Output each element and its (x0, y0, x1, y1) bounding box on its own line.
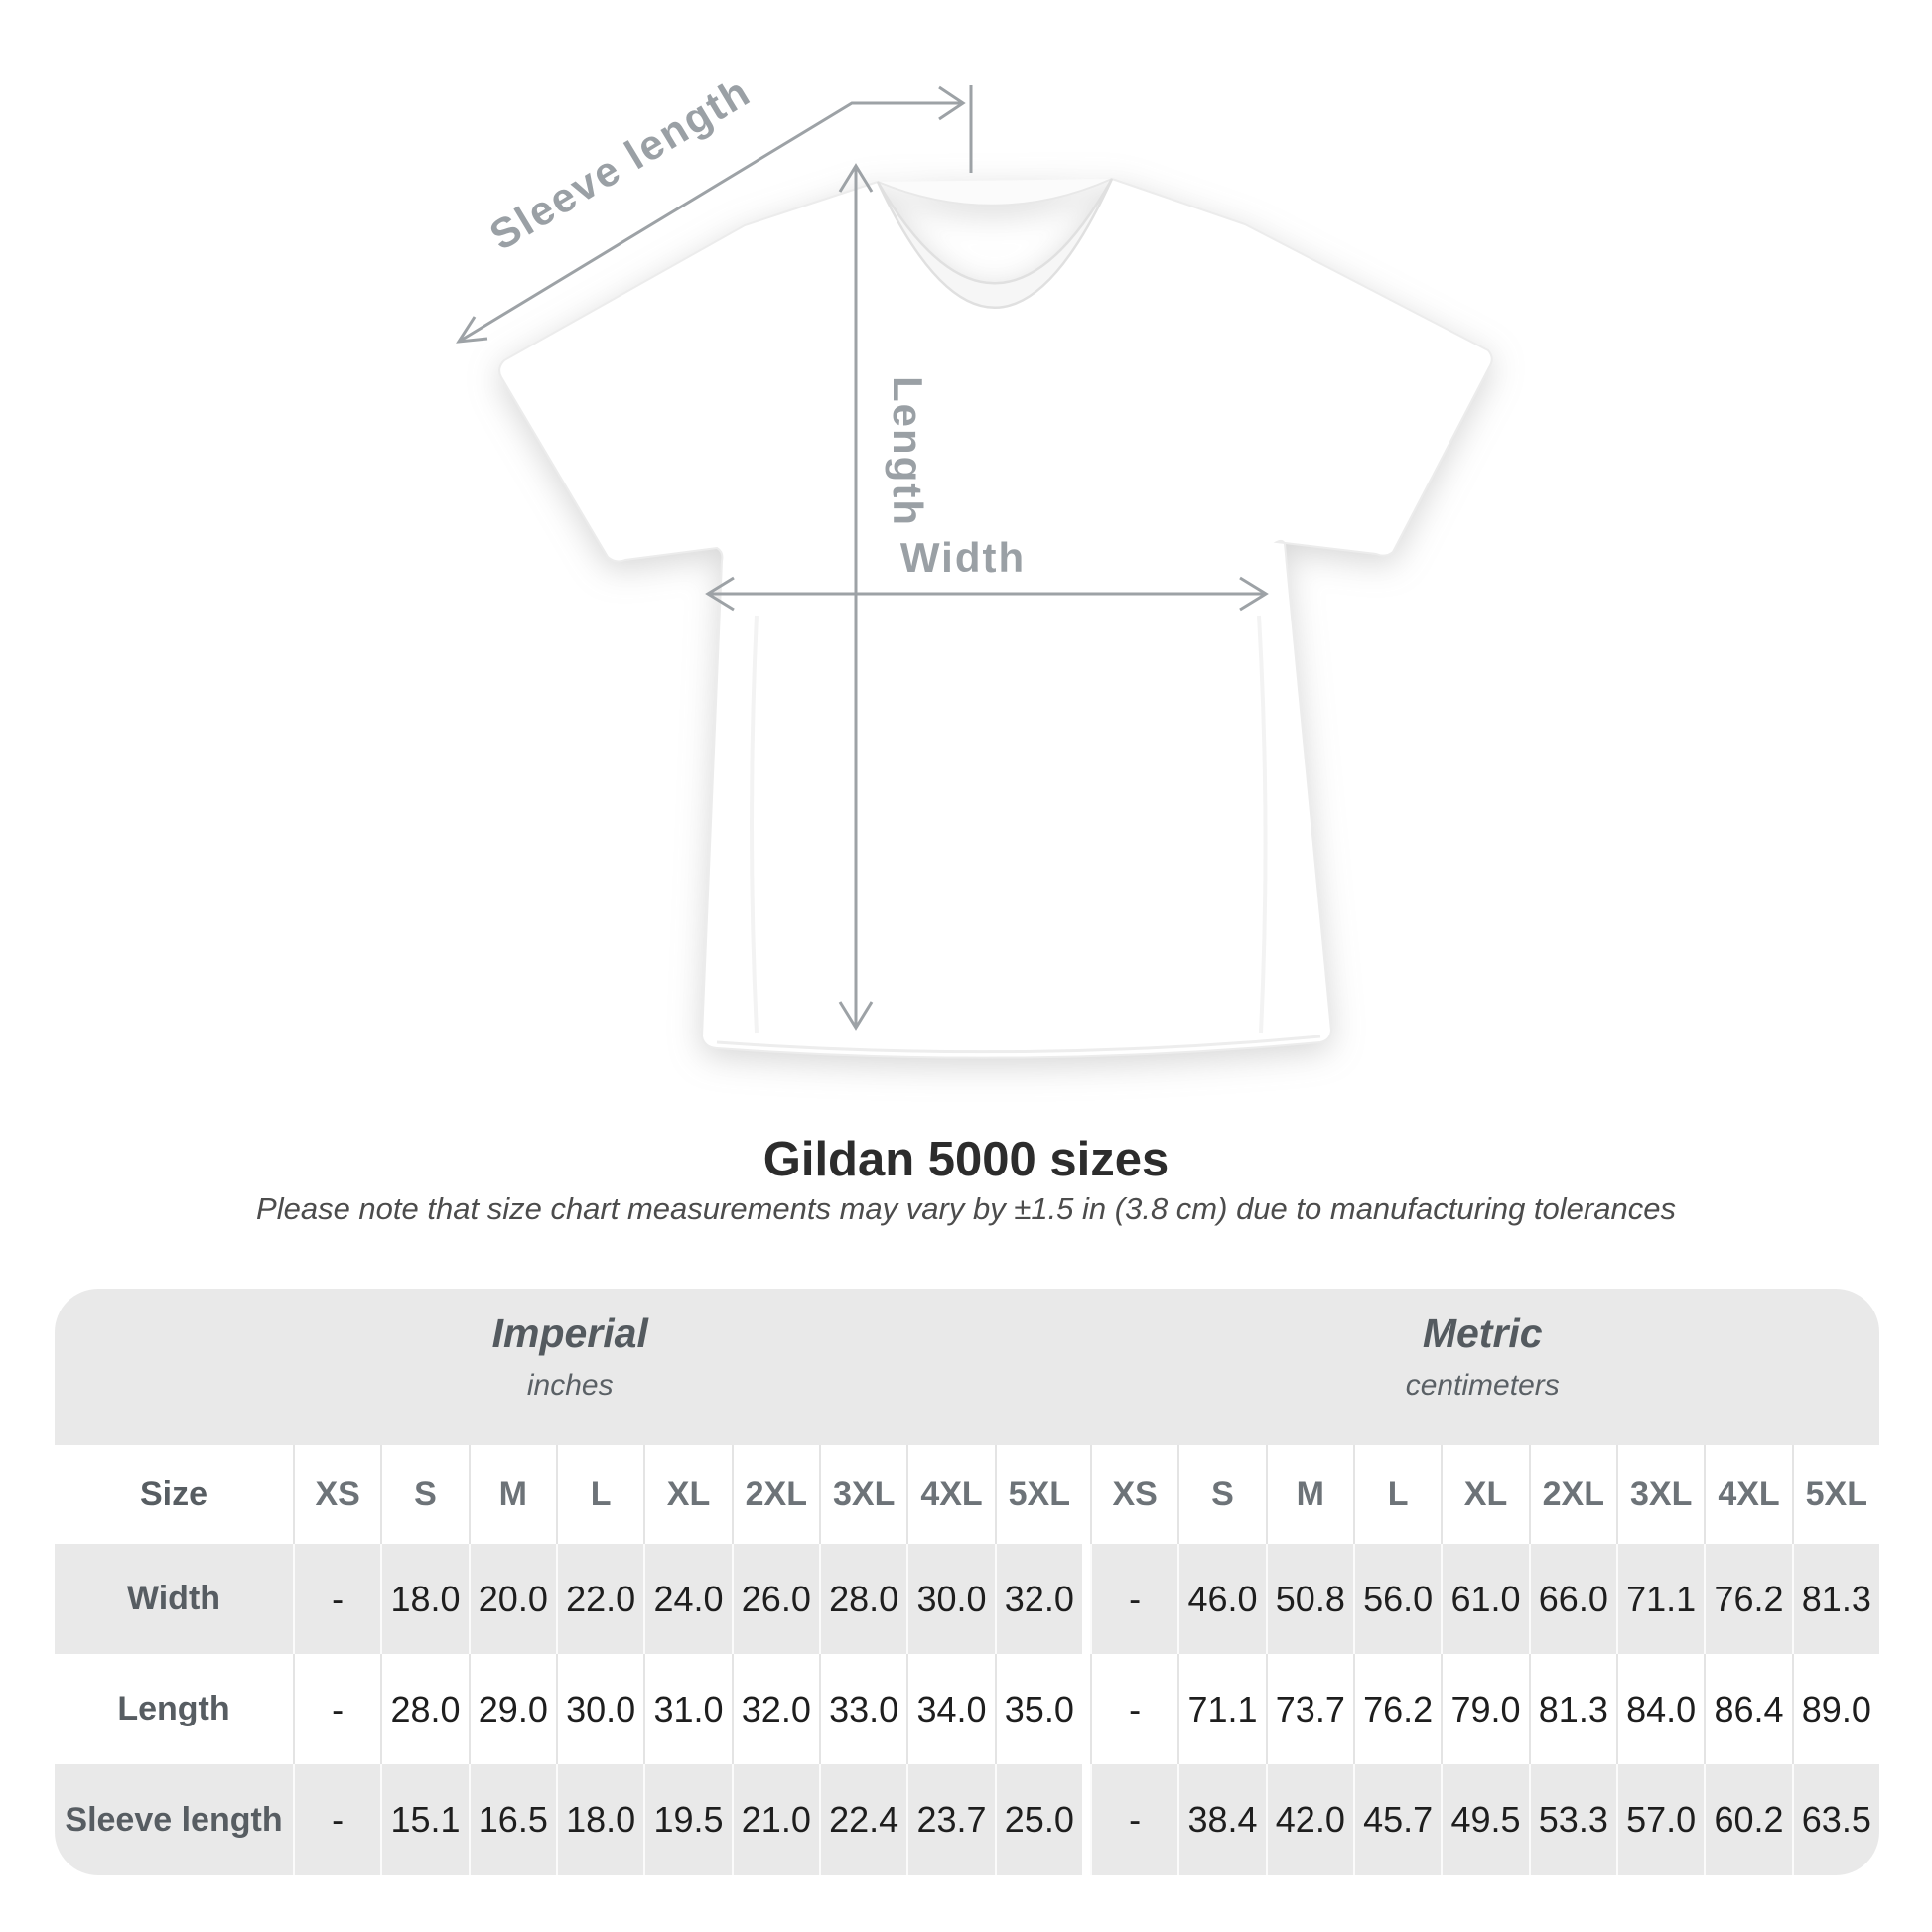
width-metric-s: 46.0 (1177, 1544, 1265, 1654)
tolerance-note: Please note that size chart measurements may vary by ±1.5 in (3.8 cm) due to manufacturing tolerances (256, 1191, 1676, 1226)
size-header-metric-xl: XL (1441, 1445, 1528, 1544)
length-metric-m: 73.7 (1266, 1654, 1353, 1764)
sleeve-metric-xl: 49.5 (1441, 1764, 1528, 1875)
size-header-imperial-5xl: 5XL (995, 1445, 1082, 1544)
length-imperial-2xl: 32.0 (732, 1654, 819, 1764)
sleeve-metric-2xl: 53.3 (1529, 1764, 1616, 1875)
width-metric-5xl: 81.3 (1792, 1544, 1879, 1654)
size-header-imperial-s: S (380, 1445, 468, 1544)
length-metric-2xl: 81.3 (1529, 1654, 1616, 1764)
width-metric-4xl: 76.2 (1704, 1544, 1791, 1654)
size-header-metric-5xl: 5XL (1792, 1445, 1879, 1544)
length-imperial-4xl: 34.0 (906, 1654, 994, 1764)
sleeve-imperial-5xl: 25.0 (995, 1764, 1082, 1875)
unit-group-band (55, 1289, 1879, 1445)
length-imperial-xs: - (293, 1654, 380, 1764)
size-header-metric-m: M (1266, 1445, 1353, 1544)
size-header-imperial-3xl: 3XL (819, 1445, 906, 1544)
sleeve-imperial-4xl: 23.7 (906, 1764, 994, 1875)
sleeve-length-label: Sleeve length (482, 68, 759, 260)
group-gap (1082, 1544, 1090, 1654)
size-header-imperial-xs: XS (293, 1445, 380, 1544)
length-metric-4xl: 86.4 (1704, 1654, 1791, 1764)
size-header-metric-3xl: 3XL (1616, 1445, 1704, 1544)
length-imperial-s: 28.0 (380, 1654, 468, 1764)
sleeve-imperial-l: 18.0 (556, 1764, 643, 1875)
tshirt-image (499, 179, 1492, 1058)
sleeve-imperial-3xl: 22.4 (819, 1764, 906, 1875)
group-gap (1082, 1654, 1090, 1764)
width-imperial-s: 18.0 (380, 1544, 468, 1654)
length-metric-xs: - (1090, 1654, 1177, 1764)
width-label: Width (899, 534, 1027, 581)
sleeve-imperial-m: 16.5 (469, 1764, 556, 1875)
metric-unit: centimeters (1405, 1369, 1560, 1402)
imperial-unit: inches (526, 1369, 614, 1402)
page-title: Gildan 5000 sizes (762, 1133, 1170, 1186)
sleeve-metric-3xl: 57.0 (1616, 1764, 1704, 1875)
length-imperial-3xl: 33.0 (819, 1654, 906, 1764)
group-gap (1082, 1445, 1090, 1544)
width-imperial-5xl: 32.0 (995, 1544, 1082, 1654)
width-imperial-l: 22.0 (556, 1544, 643, 1654)
row-label-width: Width (55, 1544, 293, 1654)
sleeve-metric-s: 38.4 (1177, 1764, 1265, 1875)
length-metric-xl: 79.0 (1441, 1654, 1528, 1764)
length-imperial-l: 30.0 (556, 1654, 643, 1764)
width-imperial-m: 20.0 (469, 1544, 556, 1654)
width-metric-l: 56.0 (1353, 1544, 1441, 1654)
sleeve-imperial-xs: - (293, 1764, 380, 1875)
row-label-sleeve-length: Sleeve length (55, 1764, 293, 1875)
sleeve-imperial-s: 15.1 (380, 1764, 468, 1875)
sleeve-imperial-xl: 19.5 (643, 1764, 731, 1875)
imperial-label: Imperial (491, 1311, 648, 1356)
width-metric-2xl: 66.0 (1529, 1544, 1616, 1654)
imperial-group-header (55, 1289, 1085, 1445)
size-header-metric-4xl: 4XL (1704, 1445, 1791, 1544)
size-header-imperial-2xl: 2XL (732, 1445, 819, 1544)
width-imperial-3xl: 28.0 (819, 1544, 906, 1654)
sleeve-metric-m: 42.0 (1266, 1764, 1353, 1875)
width-imperial-4xl: 30.0 (906, 1544, 994, 1654)
row-label-length: Length (55, 1654, 293, 1764)
length-metric-3xl: 84.0 (1616, 1654, 1704, 1764)
size-corner-header: Size (55, 1445, 293, 1544)
size-header-metric-xs: XS (1090, 1445, 1177, 1544)
length-metric-5xl: 89.0 (1792, 1654, 1879, 1764)
width-metric-xl: 61.0 (1441, 1544, 1528, 1654)
tshirt-body-outline (499, 179, 1492, 1058)
sleeve-metric-l: 45.7 (1353, 1764, 1441, 1875)
length-metric-l: 76.2 (1353, 1654, 1441, 1764)
width-imperial-xs: - (293, 1544, 380, 1654)
size-header-imperial-4xl: 4XL (906, 1445, 994, 1544)
sleeve-imperial-2xl: 21.0 (732, 1764, 819, 1875)
tshirt-collar-back (878, 179, 1112, 206)
size-table (55, 1289, 1879, 1875)
sleeve-metric-5xl: 63.5 (1792, 1764, 1879, 1875)
width-imperial-xl: 24.0 (643, 1544, 731, 1654)
sleeve-metric-xs: - (1090, 1764, 1177, 1875)
size-header-metric-2xl: 2XL (1529, 1445, 1616, 1544)
size-header-imperial-l: L (556, 1445, 643, 1544)
metric-group-header (1085, 1289, 1879, 1445)
length-imperial-5xl: 35.0 (995, 1654, 1082, 1764)
group-gap (1082, 1764, 1090, 1875)
length-imperial-xl: 31.0 (643, 1654, 731, 1764)
sleeve-metric-4xl: 60.2 (1704, 1764, 1791, 1875)
length-metric-s: 71.1 (1177, 1654, 1265, 1764)
size-header-imperial-xl: XL (643, 1445, 731, 1544)
size-header-metric-l: L (1353, 1445, 1441, 1544)
size-header-metric-s: S (1177, 1445, 1265, 1544)
length-imperial-m: 29.0 (469, 1654, 556, 1764)
length-label: Length (885, 376, 931, 527)
width-metric-m: 50.8 (1266, 1544, 1353, 1654)
size-header-imperial-m: M (469, 1445, 556, 1544)
width-metric-xs: - (1090, 1544, 1177, 1654)
width-imperial-2xl: 26.0 (732, 1544, 819, 1654)
width-metric-3xl: 71.1 (1616, 1544, 1704, 1654)
metric-label: Metric (1422, 1311, 1543, 1356)
